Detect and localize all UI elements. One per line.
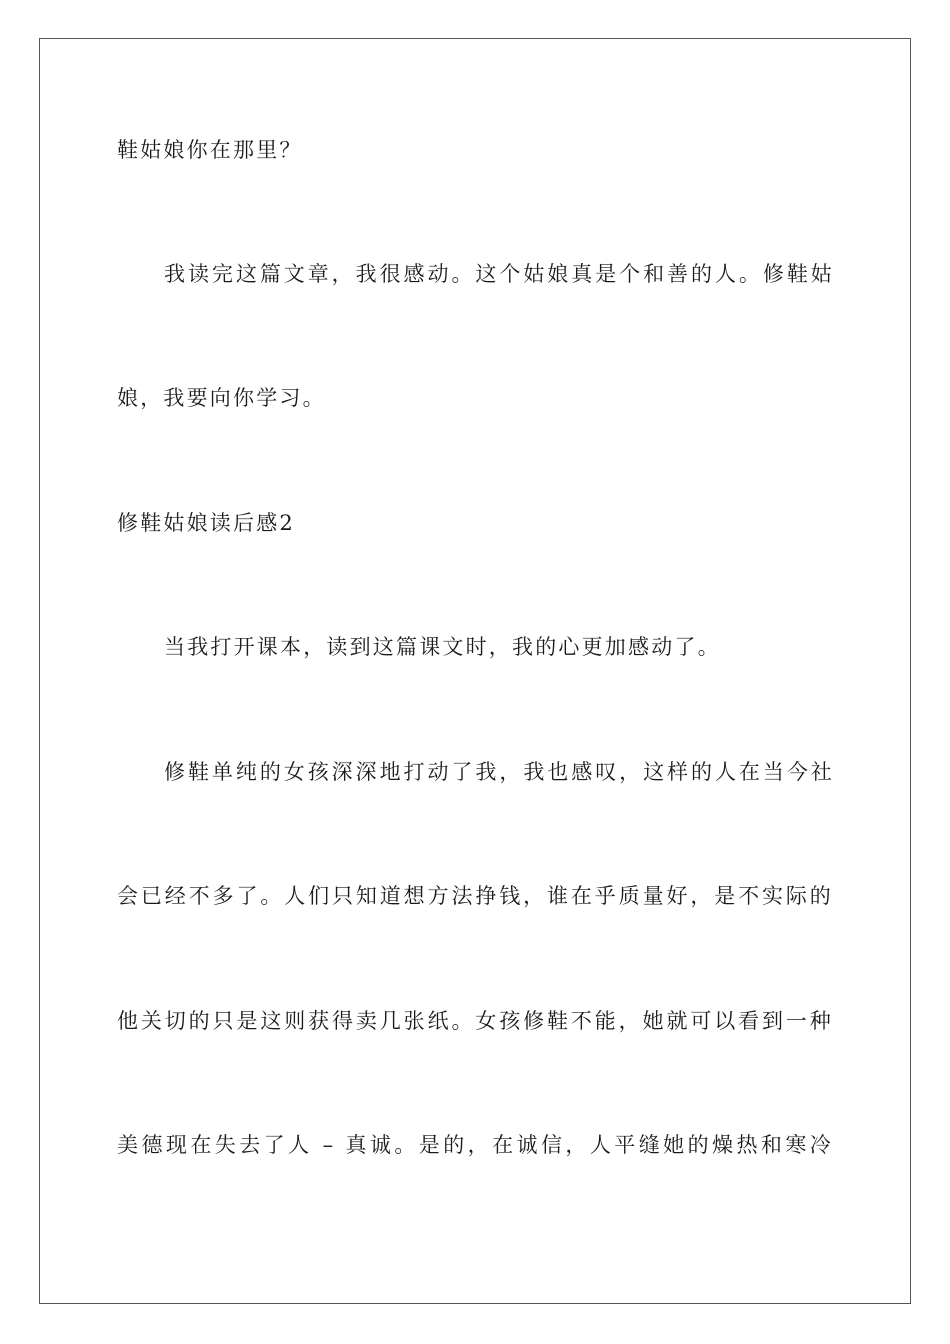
paragraph-line: 当我打开课本，读到这篇课文时，我的心更加感动了。 (164, 635, 721, 659)
paragraph-line: 会已经不多了。人们只知道想方法挣钱，谁在乎质量好，是不实际的 (117, 884, 833, 908)
paragraph-line: 美德现在失去了人 – 真诚。是的，在诚信，人平缝她的燥热和寒冷 (117, 1133, 833, 1157)
section-heading: 修鞋姑娘读后感2 (117, 511, 295, 535)
paragraph-line: 他关切的只是这则获得卖几张纸。女孩修鞋不能，她就可以看到一种 (117, 1009, 833, 1033)
text-line: 娘，我要向你学习。 (117, 386, 326, 410)
paragraph-line: 我读完这篇文章，我很感动。这个姑娘真是个和善的人。修鞋姑 (164, 262, 834, 286)
text-line: 鞋姑娘你在那里？ (117, 138, 303, 162)
page-border (39, 38, 911, 1304)
paragraph-line: 修鞋单纯的女孩深深地打动了我，我也感叹，这样的人在当今社 (164, 760, 834, 784)
